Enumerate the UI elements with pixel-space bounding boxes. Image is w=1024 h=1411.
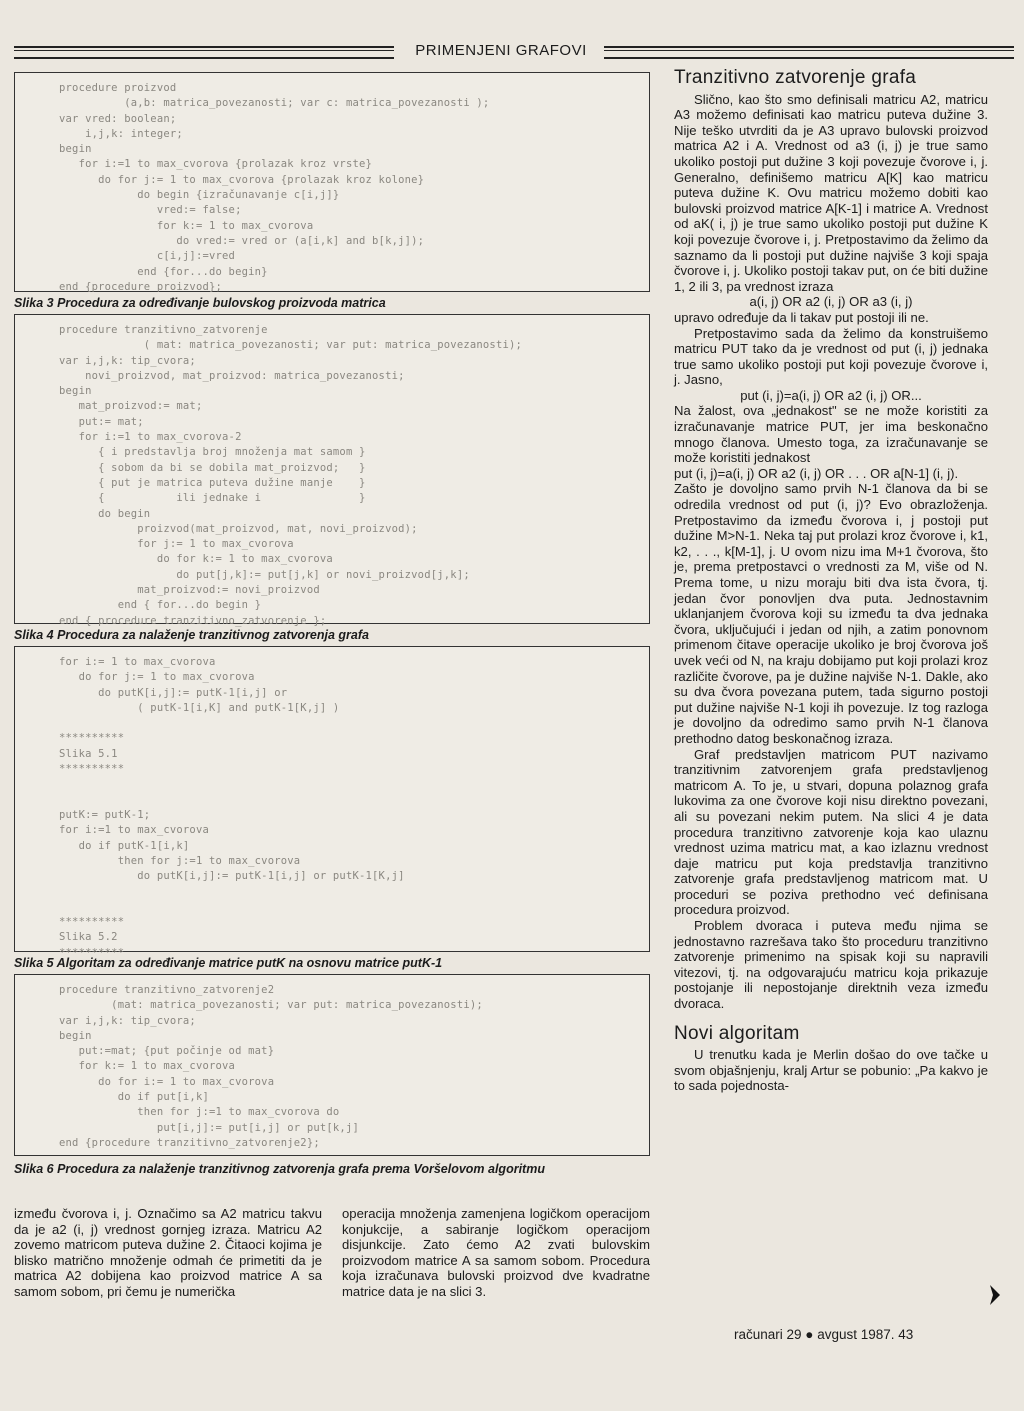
header-rule-left	[14, 46, 394, 59]
paragraph: Graf predstavljen matricom PUT nazivamo tranzitivnim zatvorenjem grafa predstavljenog matricom A. To je, u stvari, dopuna polaznog grafa lukovima za one čvorove koji nisu direktno povezani, ali su povezani nekim putem. Na slici 4 je data procedura tranzitivno zatvorenje koja kao ulaznu vrednost uzima matricu mat, a kao izlaznu vrednost daje matricu put koja predstavlja tranzitivno zatvorenje grafa predstavljenog matricom mat. U proceduri se poziva prethodno već definisana procedura proizvod.	[674, 746, 988, 918]
page-footer: računari 29 ● avgust 1987. 43	[734, 1327, 914, 1342]
section-heading: Novi algoritam	[674, 1022, 800, 1044]
figure-caption: Slika 3 Procedura za određivanje bulovskog proizvoda matrica	[14, 296, 386, 310]
header-rule-right	[604, 46, 1014, 59]
right-column	[674, 67, 988, 1094]
code-listing: procedure tranzitivno_zatvorenje2 (mat: matrica_povezanosti; var put: matrica_povezanosti); var i,j,k: tip_cvora; begin put:=mat; {put počinje od mat} for k:= 1 to max_cvorova do for i:= 1 to max_cvorova do if put[i,k] then for j:=1 to max_cvorova do put[i,j]:= put[i,j] or put[k,j] end {procedure tranzitivno_zatvorenje2};	[59, 984, 483, 1149]
code-box-slika-3	[14, 72, 650, 292]
equation: put (i, j)=a(i, j) OR a2 (i, j) OR...	[740, 387, 922, 403]
equation: put (i, j)=a(i, j) OR a2 (i, j) OR . . . OR a[N-1] (i, j).	[674, 465, 959, 481]
figure-caption: Slika 6 Procedura za nalaženje tranzitivnog zatvorenja grafa prema Voršelovom algoritmu	[14, 1162, 545, 1176]
code-listing: procedure proizvod (a,b: matrica_povezanosti; var c: matrica_povezanosti ); var vred: boolean; i,j,k: integer; begin for i:=1 to max_cvorova {prolazak kroz vrste} do for j:= 1 to max_cvorova {prolazak kroz kolone} do begin {izračunavanje c[i,j]} vred:= false; for k:= 1 to max_cvorova do vred:= vred or (a[i,k] and b[k,j]); c[i,j]:=vred end {for...do begin} end {procedure proizvod};	[59, 82, 490, 293]
paragraph: Problem dvoraca i puteva među njima se jednostavno razrešava tako što proceduru tranzitivno zatvorenje primenimo na spisak koji su napravili vitezovi, tj. na odgovarajuću matricu koja prikazuje postojanje ili nepostojanje direktnih veza između dvoraca.	[674, 918, 988, 1012]
paragraph: Zašto je dovoljno samo prvih N-1 članova da bi se odredila vrednost od put (i, j)? Evo obrazloženja. Pretpostavimo da između čvorova i, j postoji put dužine M>N-1. Neka taj put prolazi kroz čvorove i, k1, k2, . . ., k[M-1], j. U ovom nizu ima M+1 čvorova, što je, prema pretpostavci o vrednosti za M, više od N. Prema tome, u nizu moraju biti dva ista čvora, tj. jedan čvor ponovljen dva puta. Jednostavnim uklanjanjem čvorova koji su između ta dva jednaka čvora, uključujući i jedan od njih, a zatim ponovnom primenom čitave operacije ukoliko je broj čvorova još uvek veći od N, na kraju dobijamo put koji prolazi kroz različite čvorove, pa je dužine najviše N-1. Dakle, ako su dva čvora povezana putem, tada sigurno postoji put dužine najviše N-1 koji ih povezuje. Iz tog razloga je dovoljno da odredimo samo prvih N-1 članova prethodno datog beskonačnog izraza.	[674, 481, 988, 746]
paragraph: U trenutku kada je Merlin došao do ove tačke u svom objašnjenju, kralj Artur se pobunio: „Pa kakvo je to sada pojednosta-	[674, 1047, 988, 1094]
section-title: PRIMENJENI GRAFOVI	[415, 42, 587, 59]
continue-arrow-icon	[988, 1284, 1002, 1306]
body-text-bottom-middle: operacija množenja zamenjena logičkom operacijom konjukcije, a sabiranje logičkom operacijom disjunkcije. Zato ćemo A2 zvati bulovskim proizvodom matrice A sa samom sobom. Procedura koja izračunava bulovski proizvod dve kvadratne matrice data je na slici 3.	[342, 1206, 650, 1299]
paragraph: upravo određuje da li takav put postoji ili ne.	[674, 309, 929, 325]
body-text-bottom-left: između čvorova i, j. Označimo sa A2 matricu takvu da je a2 (i, j) vrednost gornjeg izraza. Matricu A2 zovemo matricom puteva dužine 2. Čitaoci kojima je blisko matrično množenje odmah će primetiti da je matrica A2 dobijena kao proizvod matrice A sa samom sobom, pri čemu je numerička	[14, 1206, 322, 1299]
equation: a(i, j) OR a2 (i, j) OR a3 (i, j)	[749, 294, 913, 310]
section-heading: Tranzitivno zatvorenje grafa	[674, 67, 917, 88]
paragraph: Na žalost, ova „jednakost" se ne može koristiti za izračunavanje matrice PUT, jer ima beskonačno mnogo članova. Umesto toga, za izračunavanje se može koristiti jednakost	[674, 403, 988, 466]
code-box-slika-6	[14, 974, 650, 1156]
code-listing: procedure tranzitivno_zatvorenje ( mat: matrica_povezanosti; var put: matrica_povezanosti); var i,j,k: tip_cvora; novi_proizvod, mat_proizvod: matrica_povezanosti; begin mat_proizvod:= mat; put:= mat; for i:=1 to max_cvorova-2 { i predstavlja broj množenja mat samom } { sobom da bi se dobila mat_proizvod; } { put je matrica puteva dužine manje } { ili jednake i } do begin proizvod(mat_proizvod, mat, novi_proizvod); for j:= 1 to max_cvorova do for k:= 1 to max_cvorova do put[j,k]:= put[j,k] or novi_proizvod[j,k]; mat_proizvod:= novi_proizvod end { for...do begin } end { procedure tranzitivno_zatvorenje };	[59, 324, 523, 627]
code-box-slika-5	[14, 646, 650, 959]
paragraph: Pretpostavimo sada da želimo da konstruišemo matricu PUT tako da je vrednost od put (i, j) jednaka true samo ukoliko postoji put koji povezuje čvorove i, j. Jasno,	[674, 325, 988, 388]
code-box-slika-4	[14, 314, 650, 627]
figure-caption: Slika 4 Procedura za nalaženje tranzitivnog zatvorenja grafa	[14, 628, 369, 642]
code-listing: for i:= 1 to max_cvorova do for j:= 1 to max_cvorova do putK[i,j]:= putK-1[i,j] or ( putK-1[i,K] and putK-1[K,j] ) ********** Slika 5.1 ********** putK:= putK-1; for i:=1 to max_cvorova do if putK-1[i,k] then for j:=1 to max_cvorova do putK[i,j]:= putK-1[i,j] or putK-1[K,j] ********** Slika 5.2 **********	[59, 656, 405, 959]
figure-caption: Slika 5 Algoritam za određivanje matrice putK na osnovu matrice putK-1	[14, 956, 443, 970]
paragraph: Slično, kao što smo definisali matricu A2, matricu A3 možemo definisati kao matricu puteva dužine 3. Nije teško utvrditi da je A3 upravo bulovski proizvod matrica A2 i A. Vrednost od a3 (i, j) je true samo ukoliko postoji put dužine 3 koji povezuje čvorove i, j. Generalno, definišemo matricu A[K] kao matricu puteva dužine K. Ovu matricu možemo dobiti kao bulovski proizvod matrice A[K-1] i matrice A. Vrednost od aK( i, j) je true samo ukoliko postoji put dužine K koji povezuje čvorove i, j. Pretpostavimo da želimo da saznamo da li postoji put dužine najviše 3 koji spaja čvorove i, j. Ukoliko postoji takav put, on će biti dužine 1, 2 ili 3, pa vrednost izraza	[674, 91, 988, 294]
